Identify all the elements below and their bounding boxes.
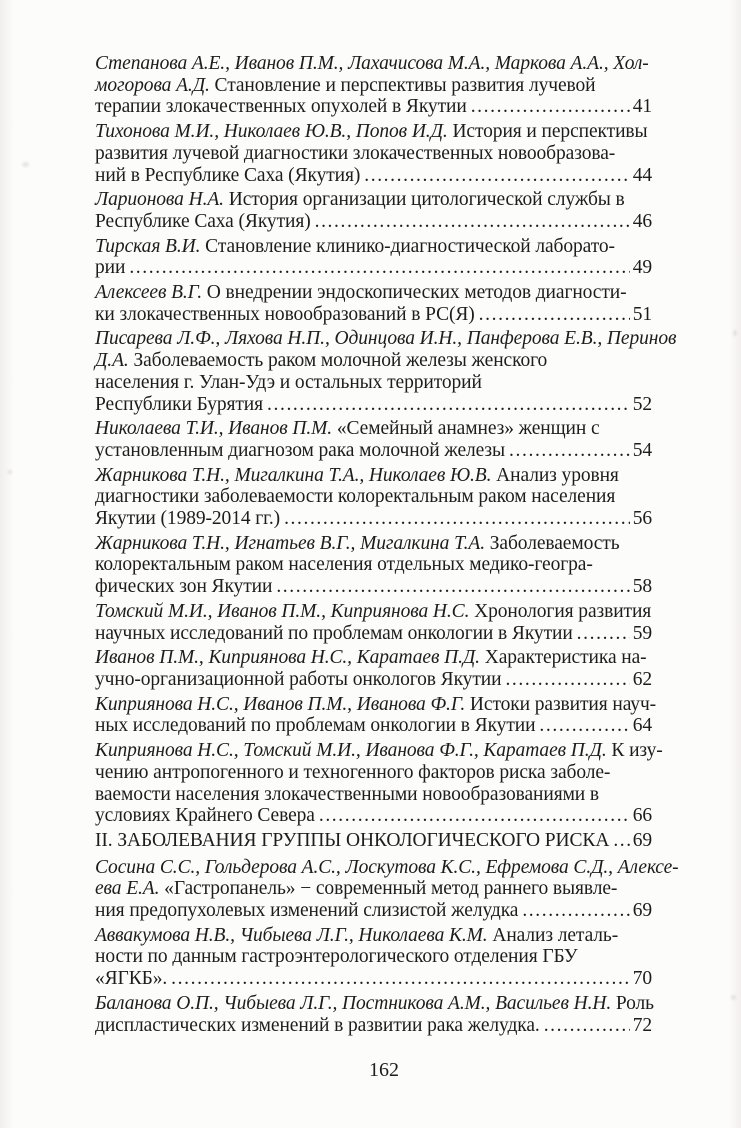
- toc-title-text: населения г. Улан-Удэ и остальных территорий: [95, 371, 482, 393]
- scan-artifact: [8, 470, 12, 474]
- toc-entry: [95, 856, 679, 922]
- toc-entry: [95, 121, 652, 186]
- toc-authors: Алексеев В.Г.: [95, 282, 202, 304]
- toc-title-text: К изу-: [606, 740, 663, 762]
- toc-title-text: диспластических изменений в развитии рака желудка.: [95, 1014, 540, 1036]
- toc-line-last: [95, 623, 652, 645]
- toc-line-last: [95, 257, 652, 279]
- toc-line: [95, 554, 652, 576]
- toc-authors: Сосина С.С., Гольдерова А.С., Лоскутова К.С., Ефремова С.Д., Алексе-: [95, 856, 679, 878]
- toc-page-number: 69: [632, 829, 652, 851]
- toc-title-text: учно-организационной работы онкологов Якутии: [95, 668, 502, 690]
- toc-line-last: [95, 440, 652, 462]
- toc-line-last: [95, 508, 652, 530]
- toc-title-text: ки злокачественных новообразований в РС(Я): [95, 303, 475, 325]
- toc-page-number: 70: [632, 968, 652, 990]
- toc-line-last: [95, 968, 652, 990]
- toc-line: [95, 486, 652, 508]
- toc-entry: [95, 533, 652, 598]
- toc-line-last: [95, 830, 652, 852]
- toc-authors: Иванов П.М., Киприянова Н.С., Каратаев П.Д.: [95, 647, 480, 669]
- dot-leader: [311, 211, 630, 233]
- toc-authors: Баланова О.П., Чибыева Л.Г., Постникова А.М., Васильев Н.Н.: [95, 992, 612, 1014]
- toc-authors: Степанова А.Е., Иванов П.М., Лахачисова М.А., Маркова А.А., Хол-: [95, 53, 649, 74]
- toc-line: [95, 762, 652, 784]
- toc-authors: Жарникова Т.Н., Мигалкина Т.А., Николаев Ю.В.: [95, 464, 492, 486]
- dot-leader: [360, 165, 629, 187]
- toc-title-text: Роль: [611, 992, 654, 1014]
- toc-title-text: ных исследований по проблемам онкологии в Якутии: [95, 715, 536, 737]
- toc-page-number: 64: [632, 715, 652, 737]
- toc-line-last: [95, 96, 652, 118]
- toc-line: [95, 601, 652, 623]
- toc-title-text: фических зон Якутии: [95, 576, 273, 598]
- toc-authors: Николаева Т.И., Иванов П.М.: [95, 418, 333, 440]
- toc-line: [95, 236, 652, 258]
- toc-title-text: Республике Саха (Якутия): [95, 210, 311, 232]
- toc-title-text: терапии злокачественных опухолей в Якутии: [95, 96, 467, 118]
- toc-line: [95, 143, 652, 165]
- toc-title-text: Становление клинико-диагностической лаборато-: [200, 235, 615, 257]
- toc-page-number: 49: [632, 257, 652, 279]
- toc-authors: Аввакумова Н.В., Чибыева Л.Г., Николаева К.М.: [95, 924, 488, 946]
- toc-line: [95, 53, 652, 75]
- toc-title-text: Анализ уровня: [491, 464, 619, 486]
- toc-line: [95, 121, 652, 143]
- scan-artifact: [731, 995, 736, 1000]
- toc-line: [95, 465, 652, 487]
- toc-line: [95, 647, 652, 669]
- toc-page-number: 72: [632, 1014, 652, 1036]
- toc-line-last: [95, 1015, 652, 1037]
- toc-title-text: диагностики заболеваемости колоректальным раком населения: [95, 486, 616, 508]
- toc-line: [95, 740, 663, 762]
- toc-line-last: [95, 304, 652, 326]
- toc-line-last: [95, 576, 652, 598]
- dot-leader: [518, 900, 629, 922]
- toc-title-text: Истоки развития науч-: [465, 693, 657, 715]
- toc-entry: [95, 53, 652, 118]
- toc-entry: [95, 647, 652, 690]
- dot-leader: [125, 257, 629, 279]
- toc-line-last: [95, 211, 652, 233]
- toc-authors: Д.А.: [95, 350, 129, 372]
- toc-line: [95, 533, 652, 555]
- toc-line: [95, 328, 677, 350]
- toc-authors: Томский М.И., Иванов П.М., Киприянова Н.С.: [95, 600, 470, 622]
- toc-title-text: Республики Бурятия: [95, 393, 264, 415]
- scan-artifact: [22, 162, 29, 167]
- toc-title-text: ния предопухолевых изменений слизистой желудка: [95, 900, 519, 922]
- toc-line: [95, 75, 652, 97]
- toc-line: [95, 878, 652, 900]
- toc-section-heading: [95, 830, 652, 852]
- toc-title-text: научных исследований по проблемам онкологии в Якутии: [95, 622, 573, 644]
- page-number-footer: 162: [369, 1059, 399, 1081]
- toc-entry: [95, 601, 652, 644]
- toc-line: [95, 282, 652, 304]
- toc-title-text: Якутии (1989-2014 гг.): [95, 508, 281, 530]
- toc-entry: [95, 328, 677, 415]
- toc-title-text: рии: [95, 257, 126, 279]
- scan-artifact: [733, 330, 737, 336]
- dot-leader: [280, 508, 630, 530]
- toc-authors: Жарникова Т.Н., Игнатьев В.Г., Мигалкина Т.А.: [95, 532, 485, 554]
- toc-entry: [95, 465, 652, 530]
- toc-entry: [95, 693, 657, 737]
- toc-entry: [95, 740, 663, 827]
- toc-entry: [95, 189, 652, 232]
- dot-leader: [535, 715, 629, 737]
- toc-title-text: чению антропогенного и техногенного факторов риска заболе-: [95, 761, 611, 783]
- toc-list: [95, 53, 679, 1039]
- toc-entry: [95, 993, 652, 1036]
- toc-page-number: 44: [632, 164, 652, 186]
- toc-page-number: 46: [632, 210, 652, 232]
- toc-authors: ева Е.А.: [95, 878, 160, 900]
- toc-title-text: ности по данным гастроэнтерологического отделения ГБУ: [95, 946, 578, 968]
- dot-leader: [272, 576, 629, 598]
- toc-page-number: 66: [632, 805, 652, 827]
- toc-title-text: История и перспективы: [447, 121, 648, 143]
- toc-line: [95, 925, 652, 947]
- toc-line: [95, 993, 652, 1015]
- toc-authors: Киприянова Н.С., Иванов П.М., Иванова Ф.Г.: [95, 693, 466, 715]
- dot-leader: [475, 304, 630, 326]
- dot-leader: [501, 669, 629, 691]
- toc-line-last: [95, 165, 652, 187]
- toc-title-text: Хронология развития: [469, 600, 652, 622]
- toc-authors: Ларионова Н.А.: [95, 189, 224, 211]
- toc-line: [95, 418, 652, 440]
- toc-line: [95, 946, 652, 968]
- toc-page-number: 54: [632, 439, 652, 461]
- toc-title-text: Становление и перспективы развития лучевой: [209, 74, 596, 96]
- toc-authors: Тихонова М.И., Николаев Ю.В., Попов И.Д.: [95, 121, 448, 143]
- toc-entry: [95, 236, 652, 279]
- toc-authors: Киприянова Н.С., Томский М.И., Иванова Ф.Г., Каратаев П.Д.: [95, 740, 607, 762]
- toc-page-number: 52: [632, 393, 652, 415]
- toc-entry: [95, 418, 652, 461]
- toc-title-text: колоректальным раком населения отдельных медико-геогра-: [95, 554, 593, 576]
- toc-authors: Тирская В.И.: [95, 235, 201, 257]
- toc-line: [95, 856, 679, 879]
- toc-title-text: ваемости населения злокачественными новообразованиями в: [95, 783, 600, 805]
- toc-title-text: установленным диагнозом рака молочной железы: [95, 439, 506, 461]
- toc-entry: [95, 925, 652, 990]
- toc-line-last: [95, 900, 652, 922]
- dot-leader: [609, 830, 629, 852]
- toc-page-number: 41: [632, 96, 652, 118]
- toc-authors: Писарева Л.Ф., Ляхова Н.П., Одинцова И.Н., Панферова Е.В., Перинов: [95, 328, 677, 350]
- dot-leader: [167, 968, 630, 990]
- toc-page-number: 51: [632, 303, 652, 325]
- toc-line: [95, 189, 652, 211]
- toc-line: [95, 693, 657, 716]
- toc-title-text: Заболеваемость: [484, 532, 620, 554]
- toc-line-last: [95, 805, 652, 827]
- toc-page-number: 58: [632, 576, 652, 598]
- toc-line-last: [95, 394, 652, 416]
- toc-title-text: ний в Республике Саха (Якутия): [95, 164, 361, 186]
- toc-title-text: «Семейный анамнез» женщин с: [332, 418, 600, 440]
- toc-title-text: «ЯГКБ».: [95, 968, 168, 990]
- toc-entry: [95, 282, 652, 325]
- toc-title-text: О внедрении эндоскопических методов диагности-: [201, 282, 627, 304]
- toc-authors: могорова А.Д.: [95, 74, 210, 96]
- dot-leader: [467, 96, 630, 118]
- toc-line-last: [95, 715, 652, 737]
- toc-page-number: 69: [632, 900, 652, 922]
- toc-page-number: 59: [632, 622, 652, 644]
- toc-line: [95, 784, 652, 806]
- toc-line: [95, 350, 652, 372]
- scan-edge-shadow-right: [729, 0, 741, 1128]
- scan-edge-shadow-left: [0, 0, 14, 1128]
- toc-title-text: II. ЗАБОЛЕВАНИЯ ГРУППЫ ОНКОЛОГИЧЕСКОГО РИСКА: [95, 829, 610, 851]
- dot-leader: [263, 394, 630, 416]
- toc-title-text: «Гастропанель» − современный метод раннего выявле-: [159, 878, 618, 900]
- toc-line: [95, 372, 652, 394]
- dot-leader: [505, 440, 630, 462]
- toc-title-text: Заболеваемость раком молочной железы женского: [128, 350, 548, 372]
- toc-title-text: Анализ леталь-: [487, 924, 619, 946]
- toc-page-number: 56: [632, 508, 652, 530]
- dot-leader: [315, 805, 630, 827]
- toc-title-text: Характеристика на-: [479, 647, 647, 669]
- dot-leader: [540, 1015, 630, 1037]
- dot-leader: [573, 623, 630, 645]
- toc-title-text: развития лучевой диагностики злокачественных новообразова-: [95, 142, 616, 164]
- toc-title-text: История организации цитологической службы в: [223, 189, 625, 211]
- toc-title-text: условиях Крайнего Севера: [95, 805, 315, 827]
- toc-line-last: [95, 669, 652, 691]
- toc-page-number: 62: [632, 668, 652, 690]
